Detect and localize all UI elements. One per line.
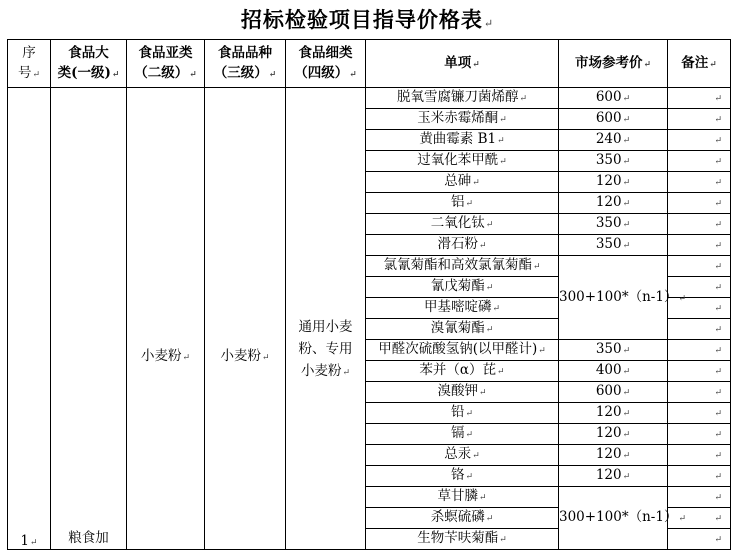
note-cell: ↵ xyxy=(668,298,731,319)
item-cell: 总砷↵ xyxy=(366,172,559,193)
note-cell: ↵ xyxy=(668,340,731,361)
item-cell: 铝↵ xyxy=(366,193,559,214)
note-cell: ↵ xyxy=(668,487,731,508)
header-cat1-line1: 食品大 xyxy=(68,44,109,61)
header-cat2-line1: 食品亚类 xyxy=(138,44,193,61)
note-cell: ↵ xyxy=(668,445,731,466)
price-cell: 120↵ xyxy=(559,403,668,424)
seq-cell: 1↵ xyxy=(8,88,51,550)
item-cell: 过氧化苯甲酰↵ xyxy=(366,151,559,172)
item-cell: 氯氰菊酯和高效氯氰菊酯↵ xyxy=(366,256,559,277)
note-cell: ↵ xyxy=(668,424,731,445)
price-cell: 120↵ xyxy=(559,193,668,214)
header-note: 备注↵ xyxy=(668,40,731,88)
header-row xyxy=(8,40,731,88)
merged-price-cell-a: 300+100*（n-1）↵ xyxy=(559,256,668,340)
item-cell: 玉米赤霉烯酮↵ xyxy=(366,109,559,130)
price-cell: 350↵ xyxy=(559,214,668,235)
header-category-level4 xyxy=(286,40,366,88)
item-cell: 铅↵ xyxy=(366,403,559,424)
table-row xyxy=(8,88,731,109)
header-price: 市场参考价↵ xyxy=(559,40,668,88)
header-category-level2 xyxy=(127,40,205,88)
item-cell: 黄曲霉素 B1↵ xyxy=(366,130,559,151)
item-cell: 总汞↵ xyxy=(366,445,559,466)
category-level1-cell: 粮食加 xyxy=(51,88,127,550)
note-cell: ↵ xyxy=(668,214,731,235)
header-seq xyxy=(8,40,51,88)
category-level4-cell: 通用小麦 粉、专用 小麦粉↵ xyxy=(286,88,366,550)
header-cat3-line2: （三级）↵ xyxy=(213,64,277,81)
header-cat4-line2: （四级）↵ xyxy=(294,64,357,81)
price-cell: 120↵ xyxy=(559,466,668,487)
header-cat4-line1: 食品细类 xyxy=(298,44,353,61)
price-table xyxy=(7,39,731,550)
header-category-level3 xyxy=(205,40,286,88)
page-title xyxy=(0,0,735,39)
item-cell: 甲基嘧啶磷↵ xyxy=(366,298,559,319)
note-cell: ↵ xyxy=(668,361,731,382)
item-cell: 铬↵ xyxy=(366,466,559,487)
title-text: 招标检验项目指导价格表 xyxy=(240,7,483,32)
price-cell: 600↵ xyxy=(559,382,668,403)
header-seq-line2: 号↵ xyxy=(17,64,41,81)
merged-price-cell-b: 300+100*（n-1）↵ xyxy=(559,487,668,550)
item-cell: 苯并（α）芘↵ xyxy=(366,361,559,382)
header-cat1-line2: 类(一级)↵ xyxy=(57,64,120,81)
category-level2-cell: 小麦粉↵ xyxy=(127,88,205,550)
price-cell: 120↵ xyxy=(559,172,668,193)
paragraph-mark-icon: ↵ xyxy=(483,17,495,30)
item-cell: 镉↵ xyxy=(366,424,559,445)
header-cat3-line1: 食品品种 xyxy=(218,44,272,61)
price-cell: 600↵ xyxy=(559,88,668,109)
header-category-level1 xyxy=(51,40,127,88)
note-cell: ↵ xyxy=(668,151,731,172)
header-item: 单项↵ xyxy=(366,40,559,88)
header-cat2-line2: （二级）↵ xyxy=(134,64,197,81)
header-seq-line1: 序 xyxy=(22,44,36,61)
item-cell: 滑石粉↵ xyxy=(366,235,559,256)
price-cell: 350↵ xyxy=(559,151,668,172)
note-cell: ↵ xyxy=(668,277,731,298)
item-cell: 溴酸钾↵ xyxy=(366,382,559,403)
price-cell: 120↵ xyxy=(559,424,668,445)
item-cell: 杀螟硫磷↵ xyxy=(366,508,559,529)
note-cell: ↵ xyxy=(668,319,731,340)
item-cell: 草甘膦↵ xyxy=(366,487,559,508)
item-cell: 氰戊菊酯↵ xyxy=(366,277,559,298)
item-cell: 二氧化钛↵ xyxy=(366,214,559,235)
item-cell: 脱氧雪腐镰刀菌烯醇↵ xyxy=(366,88,559,109)
item-cell: 生物苄呋菊酯↵ xyxy=(366,529,559,550)
category-level3-cell: 小麦粉↵ xyxy=(205,88,286,550)
item-cell: 甲醛次硫酸氢钠(以甲醛计)↵ xyxy=(366,340,559,361)
note-cell: ↵ xyxy=(668,193,731,214)
note-cell: ↵ xyxy=(668,172,731,193)
price-cell: 350↵ xyxy=(559,340,668,361)
price-cell: 400↵ xyxy=(559,361,668,382)
price-cell: 240↵ xyxy=(559,130,668,151)
price-cell: 120↵ xyxy=(559,445,668,466)
note-cell: ↵ xyxy=(668,256,731,277)
note-cell: ↵ xyxy=(668,382,731,403)
note-cell: ↵ xyxy=(668,403,731,424)
note-cell: ↵ xyxy=(668,529,731,550)
note-cell: ↵ xyxy=(668,109,731,130)
note-cell: ↵ xyxy=(668,466,731,487)
note-cell: ↵ xyxy=(668,235,731,256)
price-cell: 350↵ xyxy=(559,235,668,256)
note-cell: ↵ xyxy=(668,508,731,529)
price-cell: 600↵ xyxy=(559,109,668,130)
item-cell: 溴氰菊酯↵ xyxy=(366,319,559,340)
note-cell: ↵ xyxy=(668,130,731,151)
note-cell: ↵ xyxy=(668,88,731,109)
